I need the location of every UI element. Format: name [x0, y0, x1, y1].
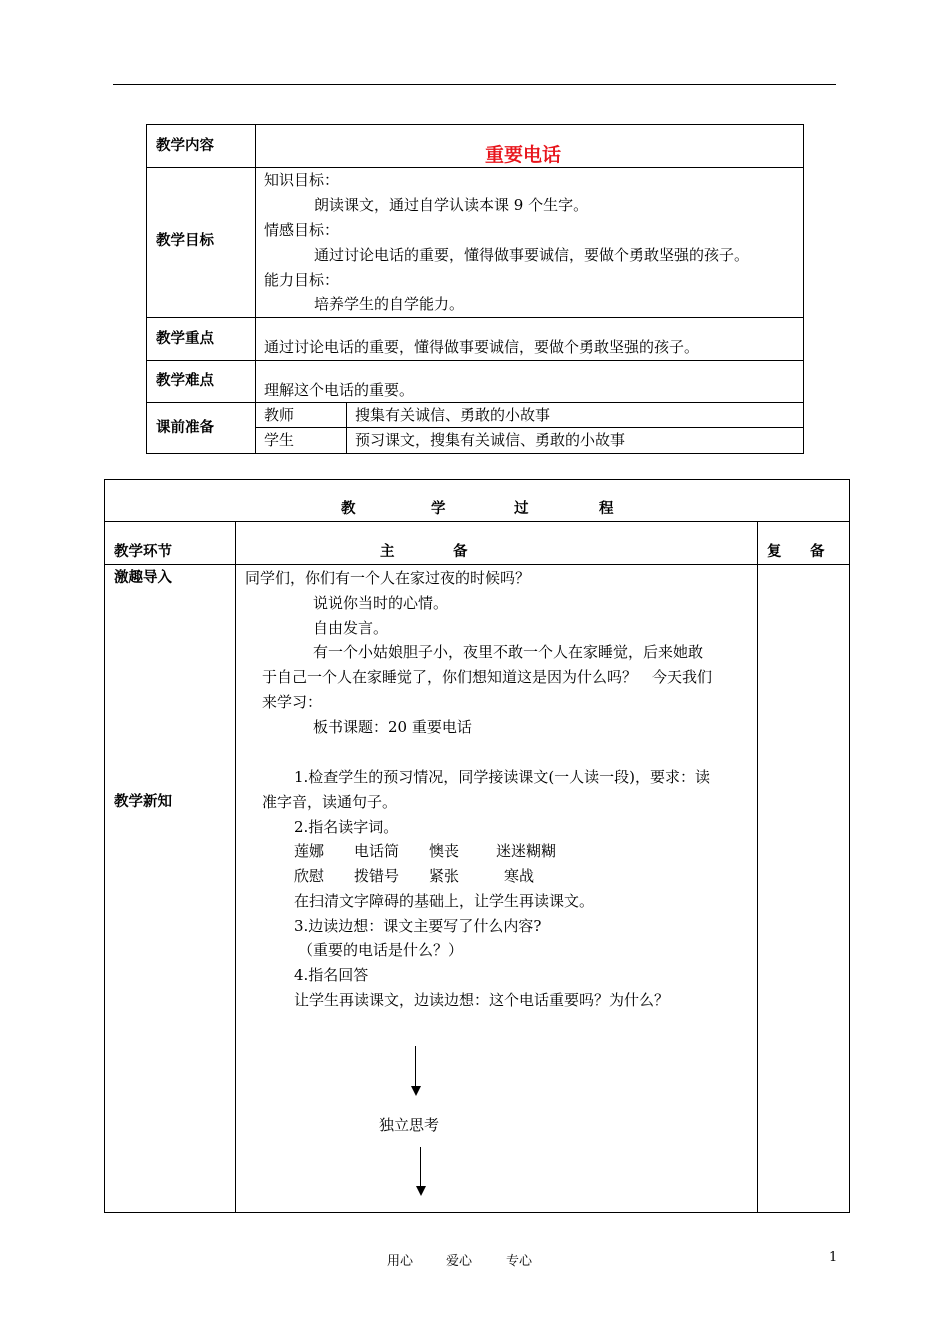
- stage-new-knowledge: 教学新知: [114, 794, 172, 810]
- student-label: 学生: [264, 431, 295, 449]
- process-header-4: 程: [599, 501, 614, 517]
- emotion-heading: 情感目标：: [264, 221, 340, 239]
- difficulty-label: 教学难点: [156, 373, 214, 389]
- process-header-1: 教: [341, 501, 356, 517]
- flow-arrow-head: [416, 1186, 426, 1196]
- flow-arrow-head: [411, 1086, 421, 1096]
- emotion-text: 通过讨论电话的重要，懂得做事要诚信，要做个勇敢坚强的孩子。: [314, 246, 750, 264]
- teacher-label: 教师: [264, 406, 295, 424]
- teaching-process-table: [104, 479, 850, 1213]
- vocab-word: 电话筒: [354, 842, 400, 860]
- process-line: 1.检查学生的预习情况，同学接读课文(一人读一段)，要求：读: [294, 768, 711, 786]
- process-line: 在扫清文字障碍的基础上，让学生再读课文。: [294, 892, 595, 910]
- vocab-word: 拨错号: [354, 867, 400, 885]
- flow-label: 独立思考: [379, 1116, 440, 1134]
- process-line: 有一个小姑娘胆子小，夜里不敢一个人在家睡觉，后来她敢: [313, 643, 704, 661]
- footer-motto-3: 专心: [506, 1254, 533, 1269]
- process-line: 同学们，你们有一个人在家过夜的时候吗？: [245, 569, 531, 587]
- process-header-3: 过: [514, 501, 529, 517]
- knowledge-text: 朗读课文，通过自学认读本课 9 个生字。: [314, 196, 589, 214]
- process-line: （重要的电话是什么？）: [298, 941, 464, 959]
- flow-arrow-line: [415, 1046, 416, 1088]
- stage-intro: 激趣导入: [114, 570, 172, 586]
- process-header-2: 学: [431, 501, 446, 517]
- vocab-word: 欣慰: [294, 867, 325, 885]
- header-rule: [113, 84, 836, 85]
- col-main-header-2: 备: [453, 544, 468, 560]
- page-number: 1: [829, 1250, 838, 1265]
- key-text: 通过讨论电话的重要，懂得做事要诚信，要做个勇敢坚强的孩子。: [264, 338, 700, 356]
- process-line: 于自己一个人在家睡觉了，你们想知道这是因为什么吗？ 今天我们: [262, 668, 713, 686]
- goals-label: 教学目标: [156, 233, 214, 249]
- ability-text: 培养学生的自学能力。: [314, 295, 465, 313]
- vocab-word: 莲娜: [294, 842, 325, 860]
- student-text: 预习课文，搜集有关诚信、勇敢的小故事: [355, 431, 626, 449]
- teacher-text: 搜集有关诚信、勇敢的小故事: [355, 406, 551, 424]
- difficulty-text: 理解这个电话的重要。: [264, 381, 415, 399]
- vocab-word: 寒战: [504, 867, 535, 885]
- process-line: 让学生再读课文，边读边想：这个电话重要吗？为什么？: [294, 991, 670, 1009]
- process-line: 自由发言。: [313, 619, 389, 637]
- footer-motto-2: 爱心: [446, 1254, 473, 1269]
- process-line: 4.指名回答: [294, 966, 369, 984]
- content-label: 教学内容: [156, 138, 214, 154]
- col-review-header-1: 复: [767, 544, 782, 560]
- col-stage-header: 教学环节: [114, 544, 172, 560]
- col-main-header-1: 主: [380, 544, 395, 560]
- lesson-plan-table: [146, 124, 804, 454]
- lesson-title: 重要电话: [485, 144, 562, 166]
- key-label: 教学重点: [156, 331, 214, 347]
- footer-motto-1: 用心: [387, 1254, 414, 1269]
- flow-arrow-line: [420, 1147, 421, 1188]
- ability-heading: 能力目标：: [264, 271, 340, 289]
- knowledge-heading: 知识目标：: [264, 171, 340, 189]
- process-line: 准字音，读通句子。: [262, 793, 398, 811]
- process-line: 说说你当时的心情。: [313, 594, 449, 612]
- vocab-word: 紧张: [429, 867, 460, 885]
- vocab-word: 迷迷糊糊: [496, 842, 557, 860]
- process-line: 来学习：: [262, 693, 323, 711]
- col-review-header-2: 备: [810, 544, 825, 560]
- prep-label: 课前准备: [156, 420, 214, 436]
- process-line: 2.指名读字词。: [294, 818, 399, 836]
- vocab-word: 懊丧: [429, 842, 460, 860]
- process-line: 3.边读边想：课文主要写了什么内容?: [294, 917, 542, 935]
- process-line: 板书课题：20 重要电话: [313, 718, 472, 736]
